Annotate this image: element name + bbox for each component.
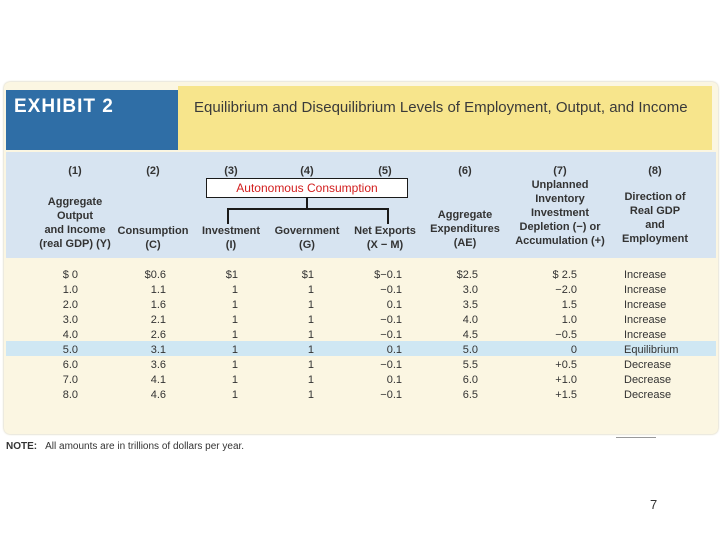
table-cell-r7-c4: 1 — [307, 359, 314, 371]
table-cell-r4-c8: Increase — [624, 314, 667, 326]
table-cell-r7-c1: 6.0 — [62, 359, 78, 371]
column-number-3: (3) — [224, 165, 238, 177]
table-cell-r2-c8: Increase — [624, 284, 667, 296]
table-cell-r3-c3: 1 — [231, 299, 238, 311]
table-cell-r8-c1: 7.0 — [62, 374, 78, 386]
table-cell-r9-c2: 4.6 — [150, 389, 166, 401]
column-header-7-line-5: Accumulation (+) — [515, 235, 605, 247]
table-cell-r8-c4: 1 — [307, 374, 314, 386]
column-header-4-line-1: Government — [274, 225, 340, 237]
column-header-5-line-1: Net Exports — [354, 225, 416, 237]
table-cell-r6-c7: 0 — [570, 344, 577, 356]
column-header-8-line-4: Employment — [621, 233, 688, 245]
table-cell-r7-c8: Decrease — [624, 359, 672, 371]
table-cell-r5-c2: 2.6 — [150, 329, 166, 341]
table-cell-r1-c6: $2.5 — [456, 269, 478, 281]
exhibit-title: Equilibrium and Disequilibrium Levels of Employment, Output, and Income — [194, 99, 688, 116]
table-cell-r8-c5: 0.1 — [386, 374, 402, 386]
table-cell-r6-c4: 1 — [307, 344, 314, 356]
table-cell-r5-c8: Increase — [624, 329, 667, 341]
column-header-2-line-2: (C) — [145, 239, 161, 251]
column-header-6-line-1: Aggregate — [437, 209, 493, 221]
autonomous-bracket — [227, 208, 389, 224]
table-cell-r8-c3: 1 — [231, 374, 238, 386]
column-header-7-line-1: Unplanned — [531, 179, 589, 191]
table-cell-r1-c7: $ 2.5 — [552, 269, 577, 281]
table-cell-r7-c7: +0.5 — [555, 359, 577, 371]
table-cell-r1-c1: $ 0 — [62, 269, 78, 281]
table-cell-r4-c5: −0.1 — [380, 314, 402, 326]
table-cell-r3-c4: 1 — [307, 299, 314, 311]
column-header-2-line-1: Consumption — [117, 225, 189, 237]
table-cell-r4-c1: 3.0 — [62, 314, 78, 326]
table-cell-r9-c6: 6.5 — [462, 389, 478, 401]
table-cell-r5-c1: 4.0 — [62, 329, 78, 341]
column-header-6-line-3: (AE) — [453, 237, 477, 249]
table-cell-r9-c1: 8.0 — [62, 389, 78, 401]
table-cell-r4-c2: 2.1 — [150, 314, 166, 326]
column-header-3-line-2: (I) — [225, 239, 237, 251]
column-header-7-line-4: Depletion (−) or — [519, 221, 601, 233]
page-number: 7 — [650, 497, 658, 512]
table-cell-r5-c6: 4.5 — [462, 329, 478, 341]
table-cell-r5-c3: 1 — [231, 329, 238, 341]
column-header-1-line-3: and Income — [44, 224, 106, 236]
column-header-4-line-2: (G) — [299, 239, 315, 251]
exhibit-label: EXHIBIT 2 — [14, 96, 114, 117]
table-cell-r6-c1: 5.0 — [62, 344, 78, 356]
column-header-8-line-3: and — [645, 219, 665, 231]
table-cell-r9-c7: +1.5 — [555, 389, 577, 401]
table-cell-r4-c6: 4.0 — [462, 314, 478, 326]
table-cell-r9-c8: Decrease — [624, 389, 672, 401]
table-cell-r2-c2: 1.1 — [150, 284, 166, 296]
table-cell-r3-c2: 1.6 — [150, 299, 166, 311]
column-number-8: (8) — [648, 165, 662, 177]
table-cell-r3-c7: 1.5 — [561, 299, 577, 311]
table-cell-r4-c4: 1 — [307, 314, 314, 326]
column-header-7-line-2: Inventory — [535, 193, 585, 205]
column-number-1: (1) — [68, 165, 82, 177]
table-cell-r1-c3: $1 — [225, 269, 238, 281]
table-cell-r5-c5: −0.1 — [380, 329, 402, 341]
column-header-1-line-4: (real GDP) (Y) — [39, 238, 111, 250]
table-cell-r8-c2: 4.1 — [150, 374, 166, 386]
table-cell-r6-c6: 5.0 — [462, 344, 478, 356]
table-cell-r7-c5: −0.1 — [380, 359, 402, 371]
table-cell-r4-c3: 1 — [231, 314, 238, 326]
table-cell-r7-c6: 5.5 — [462, 359, 478, 371]
table-cell-r6-c5: 0.1 — [386, 344, 402, 356]
column-number-7: (7) — [553, 165, 567, 177]
exhibit-title-box — [178, 86, 712, 150]
column-header-1-line-2: Output — [56, 210, 94, 222]
table-cell-r2-c3: 1 — [231, 284, 238, 296]
table-cell-r2-c1: 1.0 — [62, 284, 78, 296]
table-cell-r1-c4: $1 — [301, 269, 314, 281]
table-cell-r1-c8: Increase — [624, 269, 667, 281]
table-cell-r2-c5: −0.1 — [380, 284, 402, 296]
note-text: All amounts are in trillions of dollars per year. — [45, 441, 245, 452]
table-cell-r1-c2: $0.6 — [144, 269, 166, 281]
table-cell-r8-c6: 6.0 — [462, 374, 478, 386]
table-note — [6, 441, 244, 452]
table-cell-r3-c6: 3.5 — [462, 299, 478, 311]
table-cell-r9-c3: 1 — [231, 389, 238, 401]
note-label: NOTE: — [6, 441, 38, 452]
table-cell-r8-c8: Decrease — [624, 374, 672, 386]
table-cell-r5-c4: 1 — [307, 329, 314, 341]
table-cell-r8-c7: +1.0 — [555, 374, 577, 386]
column-header-8-line-1: Direction of — [624, 191, 686, 203]
table-cell-r6-c8: Equilibrium — [624, 344, 679, 356]
table-cell-r3-c1: 2.0 — [62, 299, 78, 311]
column-number-2: (2) — [146, 165, 160, 177]
table-cell-r3-c8: Increase — [624, 299, 667, 311]
column-number-5: (5) — [378, 165, 392, 177]
column-header-5-line-2: (X − M) — [366, 239, 404, 251]
table-cell-r3-c5: 0.1 — [386, 299, 402, 311]
column-header-8-line-2: Real GDP — [629, 205, 681, 217]
table-cell-r2-c4: 1 — [307, 284, 314, 296]
table-cell-r7-c2: 3.6 — [150, 359, 166, 371]
table-cell-r1-c5: $−0.1 — [374, 269, 402, 281]
column-header-1-line-1: Aggregate — [47, 196, 103, 208]
column-header-3-line-1: Investment — [201, 225, 261, 237]
page-rule — [616, 437, 656, 438]
column-number-4: (4) — [300, 165, 314, 177]
table-cell-r4-c7: 1.0 — [561, 314, 577, 326]
column-header-6-line-2: Expenditures — [430, 223, 500, 235]
table-cell-r6-c3: 1 — [231, 344, 238, 356]
table-cell-r7-c3: 1 — [231, 359, 238, 371]
table-cell-r9-c5: −0.1 — [380, 389, 402, 401]
column-header-7-line-3: Investment — [530, 207, 590, 219]
table-cell-r2-c7: −2.0 — [555, 284, 577, 296]
table-cell-r2-c6: 3.0 — [462, 284, 478, 296]
column-number-6: (6) — [458, 165, 472, 177]
table-cell-r5-c7: −0.5 — [555, 329, 577, 341]
table-cell-r6-c2: 3.1 — [150, 344, 166, 356]
table-cell-r9-c4: 1 — [307, 389, 314, 401]
autonomous-consumption-label: Autonomous Consumption — [206, 178, 408, 198]
